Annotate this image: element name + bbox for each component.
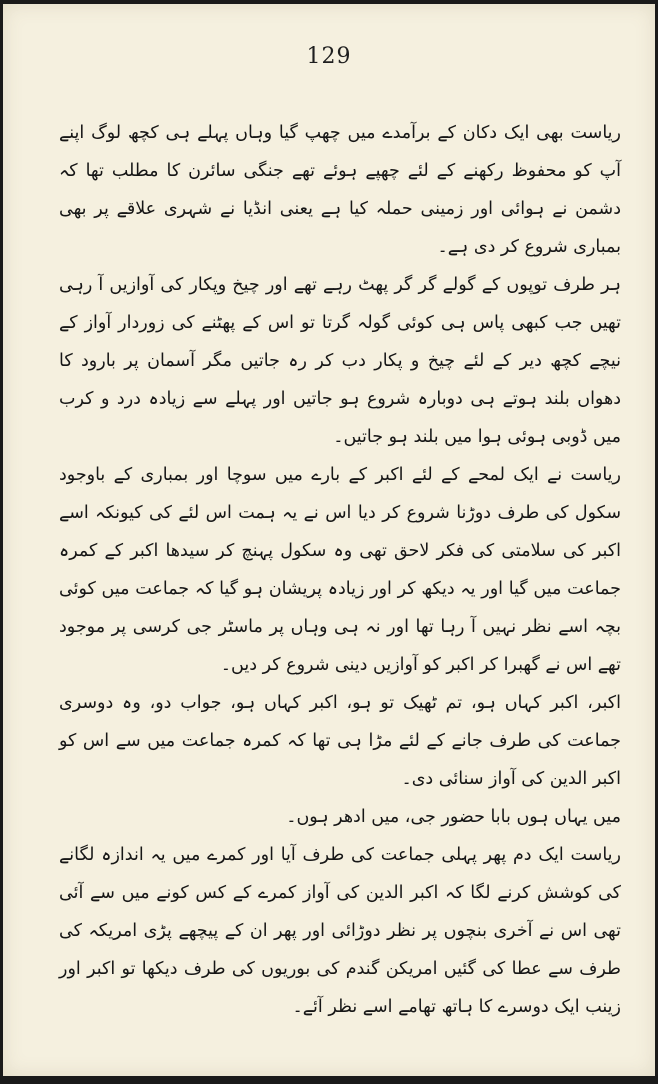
- paragraph-5: میں یہاں ہوں بابا حضور جی، میں ادھر ہوں۔: [286, 807, 621, 827]
- paragraph-6: ریاست ایک دم پھر پہلی جماعت کی طرف آیا اور کمرے میں یہ اندازہ لگانے کی کوشش کرنے لگا کہ اکبر الدین کی آواز کمرے کے کس کونے میں سے آئی تھی اس نے آخری بنچوں پر نظر دوڑائی اور پھر ان کے پیچھے پڑی امریکہ کی طرف سے عطا کی گئیں امریکن گندم کی بوریوں کی طرف دیکھا تو اکبر اور زینب ایک دوسرے کا ہاتھ تھامے اسے نظر آئے۔: [59, 845, 621, 1017]
- paragraph-3: ریاست نے ایک لمحے کے لئے اکبر کے بارے میں سوچا اور بمباری کے باوجود سکول کی طرف دوڑنا شروع کر دیا اس نے یہ ہمت اس لئے کی کیونکہ اسے اکبر کی سلامتی کی فکر لاحق تھی وہ سکول پہنچ کر سیدھا اکبر کے کمرہ جماعت میں گیا اور یہ دیکھ کر اور زیادہ پریشان ہو گیا کہ جماعت میں کوئی بچہ اسے نظر نہیں آ رہا تھا اور نہ ہی وہاں پر ماسٹر جی کرسی پر موجود تھے اس نے گھبرا کر اکبر کو آوازیں دینی شروع کر دیں۔: [59, 465, 621, 675]
- paragraph-1: ریاست بھی ایک دکان کے برآمدے میں چھپ گیا وہاں پہلے ہی کچھ لوگ اپنے آپ کو محفوظ رکھنے کے لئے چھپے ہوئے تھے جنگی سائرن کا مطلب تھا کہ دشمن نے ہوائی اور زمینی حملہ کیا ہے یعنی انڈیا نے شہری علاقے پر بھی بمباری شروع کر دی ہے۔: [59, 123, 621, 257]
- book-page: [3, 4, 655, 1076]
- page-number: 129: [306, 44, 352, 69]
- page-body-text: [59, 114, 621, 1026]
- paragraph-4: اکبر، اکبر کہاں ہو، تم ٹھیک تو ہو، اکبر کہاں ہو، جواب دو، وہ دوسری جماعت کی طرف جانے کے لئے مڑا ہی تھا کہ کمرہ جماعت میں سے اس کو اکبر الدین کی آواز سنائی دی۔: [59, 693, 621, 789]
- paragraph-2: ہر طرف توپوں کے گولے گر گر پھٹ رہے تھے اور چیخ وپکار کی آوازیں آ رہی تھیں جب کبھی پاس ہی کوئی گولہ گرتا تو اس کے پھٹنے کی زوردار آواز کے نیچے کچھ دیر کے لئے چیخ و پکار دب کر رہ جاتیں مگر آسمان پر بارود کا دھواں بلند ہوتے ہی دوبارہ شروع ہو جاتیں اور پہلے سے زیادہ درد و کرب میں ڈوبی ہوئی ہوا میں بلند ہو جاتیں۔: [59, 275, 621, 447]
